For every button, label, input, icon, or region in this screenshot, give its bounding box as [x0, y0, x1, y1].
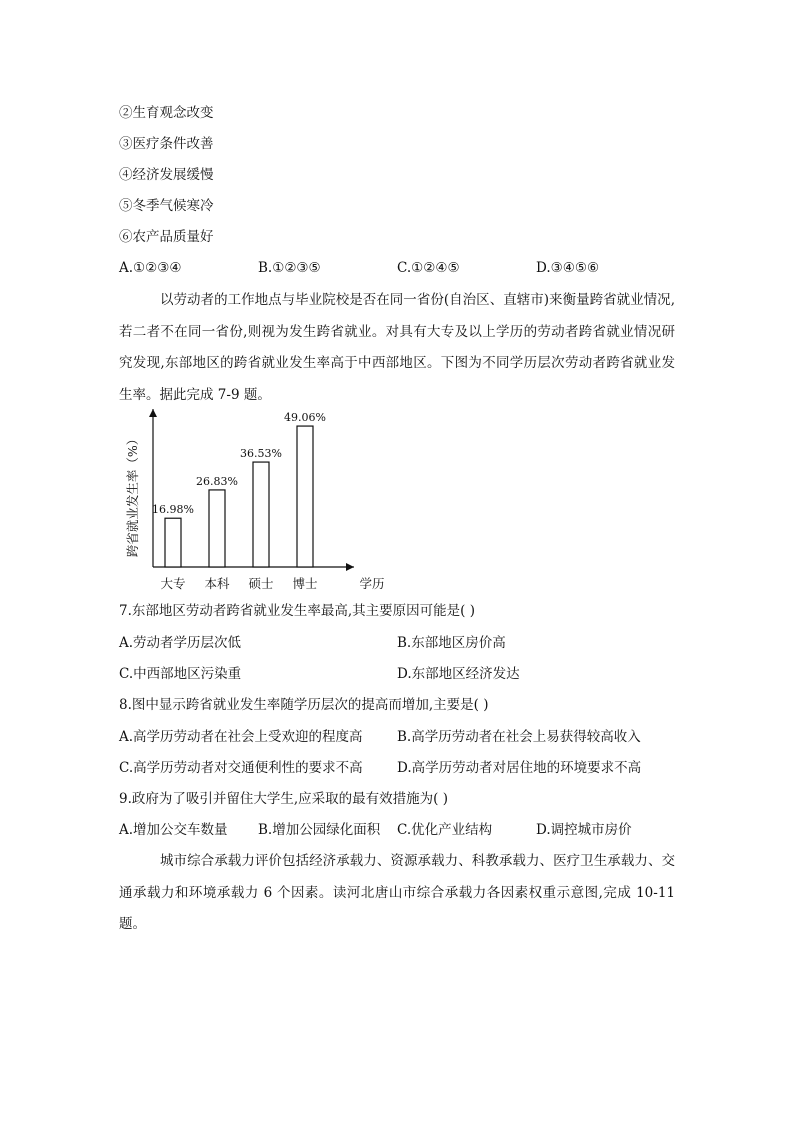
x-tick-label: 大专	[160, 576, 186, 591]
q7-option-c: C.中西部地区污染重	[119, 666, 242, 682]
x-axis-label: 学历	[359, 576, 385, 591]
q6-option-a: A.①②③④	[119, 260, 182, 276]
q9-option-b: B.增加公园绿化面积	[258, 822, 381, 838]
q9-stem: 9.政府为了吸引并留住大学生,应采取的最有效措施为( )	[119, 791, 448, 807]
list-item: ④经济发展缓慢	[119, 167, 214, 183]
data-label: 16.98%	[152, 503, 194, 517]
x-axis-arrow	[346, 563, 354, 571]
data-label: 36.53%	[240, 447, 282, 461]
q9-option-a: A.增加公交车数量	[119, 822, 228, 838]
list-item: ⑥农产品质量好	[119, 229, 214, 245]
q8-option-c: C.高学历劳动者对交通便利性的要求不高	[119, 760, 363, 776]
q8-option-d: D.高学历劳动者对居住地的环境要求不高	[397, 760, 642, 776]
q7-option-d: D.东部地区经济发达	[397, 666, 520, 682]
intro-paragraph-2: 城市综合承载力评价包括经济承载力、资源承载力、科教承载力、医疗卫生承载力、交通承载力和环境承载力 6 个因素。读河北唐山市综合承载力各因素权重示意图,完成 10-11 题。	[119, 853, 675, 932]
q9-option-d: D.调控城市房价	[536, 822, 632, 838]
bar-博士	[297, 426, 313, 567]
data-label: 26.83%	[196, 474, 238, 488]
intro-paragraph-1: 以劳动者的工作地点与毕业院校是否在同一省份(自治区、直辖市)来衡量跨省就业情况,若二者不在同一省份,则视为发生跨省就业。对具有大专及以上学历的劳动者跨省就业情况研究发现,东部地区的跨省就业发生率高于中西部地区。下图为不同学历层次劳动者跨省就业发生率。据此完成 7-9 题。	[119, 292, 675, 403]
y-axis-label: 跨省就业发生率（%）	[125, 432, 140, 558]
q8-option-a: A.高学历劳动者在社会上受欢迎的程度高	[119, 729, 363, 745]
bar-chart	[119, 405, 394, 595]
q8-stem: 8.图中显示跨省就业发生率随学历层次的提高而增加,主要是( )	[119, 697, 489, 713]
list-item: ⑤冬季气候寒冷	[119, 198, 214, 214]
q6-option-d: D.③④⑤⑥	[536, 260, 600, 276]
list-item: ③医疗条件改善	[119, 136, 214, 152]
q9-option-c: C.优化产业结构	[397, 822, 493, 838]
x-tick-label: 本科	[204, 576, 230, 591]
x-tick-label: 硕士	[248, 576, 274, 591]
list-item: ②生育观念改变	[119, 105, 214, 121]
q8-option-b: B.高学历劳动者在社会上易获得较高收入	[397, 729, 641, 745]
data-label: 49.06%	[284, 411, 326, 425]
bar-硕士	[253, 462, 269, 567]
y-axis-arrow	[149, 409, 157, 417]
x-tick-label: 博士	[292, 576, 318, 591]
q7-stem: 7.东部地区劳动者跨省就业发生率最高,其主要原因可能是( )	[119, 603, 475, 619]
q7-option-b: B.东部地区房价高	[397, 635, 506, 651]
q6-option-b: B.①②③⑤	[258, 260, 321, 276]
q7-option-a: A.劳动者学历层次低	[119, 635, 242, 651]
bar-大专	[165, 518, 181, 567]
bar-本科	[209, 490, 225, 567]
q6-option-c: C.①②④⑤	[397, 260, 460, 276]
